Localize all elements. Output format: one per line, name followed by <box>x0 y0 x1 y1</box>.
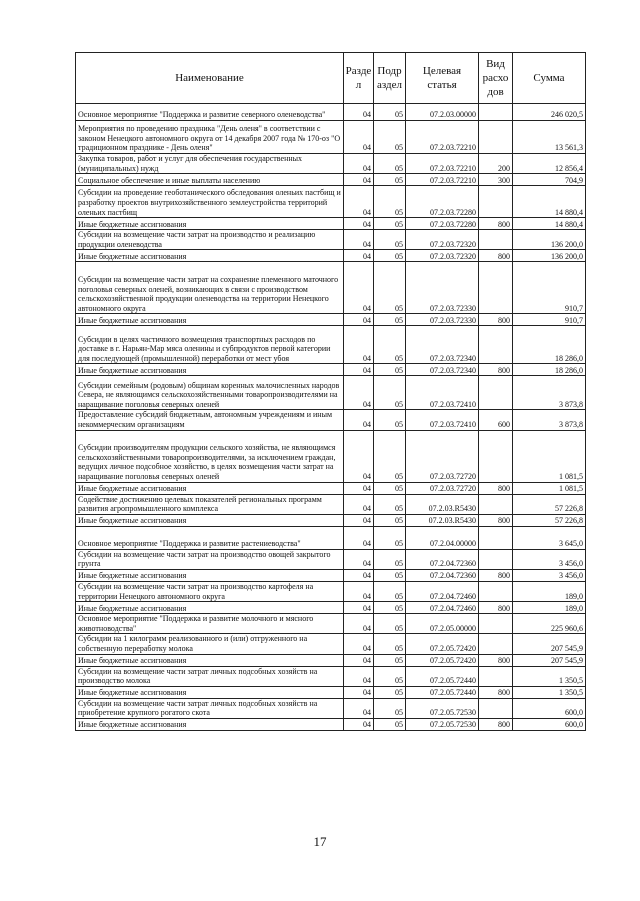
row-vid-cell <box>479 526 513 549</box>
header-vid: Вид расхо дов <box>479 53 513 104</box>
row-target-cell: 07.2.03.72340 <box>406 326 479 364</box>
row-sum-cell: 1 350,5 <box>513 666 586 686</box>
row-sum-cell: 600,0 <box>513 698 586 718</box>
row-name-cell: Иные бюджетные ассигнования <box>76 514 344 526</box>
row-razdel-cell: 04 <box>344 230 374 250</box>
row-target-cell: 07.2.04.72360 <box>406 549 479 569</box>
row-name-cell: Субсидии на возмещение части затрат личных подсобных хозяйств на приобретение крупного рогатого скота <box>76 698 344 718</box>
row-target-cell: 07.2.04.72460 <box>406 602 479 614</box>
table-row <box>76 718 586 730</box>
table-body <box>76 104 586 731</box>
table-row <box>76 262 586 314</box>
table-row <box>76 250 586 262</box>
row-target-cell: 07.2.03.72210 <box>406 154 479 174</box>
page-number: 17 <box>313 834 327 849</box>
row-vid-cell: 800 <box>479 514 513 526</box>
row-podrazdel-cell: 05 <box>374 654 406 666</box>
row-name-cell: Иные бюджетные ассигнования <box>76 364 344 376</box>
row-target-cell: 07.2.03.72210 <box>406 174 479 186</box>
row-podrazdel-cell: 05 <box>374 410 406 430</box>
row-podrazdel-cell: 05 <box>374 154 406 174</box>
row-vid-cell <box>479 186 513 218</box>
table-row <box>76 666 586 686</box>
row-vid-cell: 800 <box>479 250 513 262</box>
row-razdel-cell: 04 <box>344 602 374 614</box>
row-vid-cell <box>479 634 513 654</box>
row-razdel-cell: 04 <box>344 581 374 601</box>
row-razdel-cell: 04 <box>344 494 374 514</box>
row-sum-cell: 3 456,0 <box>513 549 586 569</box>
row-podrazdel-cell: 05 <box>374 686 406 698</box>
row-podrazdel-cell: 05 <box>374 104 406 121</box>
header-podrazdel: Подр аздел <box>374 53 406 104</box>
row-sum-cell: 600,0 <box>513 718 586 730</box>
table-row <box>76 514 586 526</box>
row-vid-cell: 800 <box>479 314 513 326</box>
row-podrazdel-cell: 05 <box>374 230 406 250</box>
row-vid-cell <box>479 104 513 121</box>
row-sum-cell: 12 856,4 <box>513 154 586 174</box>
row-sum-cell: 189,0 <box>513 581 586 601</box>
row-sum-cell: 1 350,5 <box>513 686 586 698</box>
row-sum-cell: 136 200,0 <box>513 230 586 250</box>
row-vid-cell: 800 <box>479 602 513 614</box>
row-vid-cell: 800 <box>479 569 513 581</box>
row-vid-cell: 800 <box>479 364 513 376</box>
row-target-cell: 07.2.03.72280 <box>406 218 479 230</box>
row-podrazdel-cell: 05 <box>374 514 406 526</box>
row-name-cell: Субсидии на возмещение части затрат на производство и реализацию продукции оленеводства <box>76 230 344 250</box>
table-row <box>76 154 586 174</box>
row-podrazdel-cell: 05 <box>374 121 406 154</box>
row-vid-cell <box>479 666 513 686</box>
table-row <box>76 376 586 410</box>
row-name-cell: Субсидии на 1 килограмм реализованного и (или) отгруженного на собственную переработку молока <box>76 634 344 654</box>
row-sum-cell: 14 880,4 <box>513 186 586 218</box>
row-sum-cell: 246 020,5 <box>513 104 586 121</box>
row-vid-cell: 200 <box>479 154 513 174</box>
row-podrazdel-cell: 05 <box>374 614 406 634</box>
row-sum-cell: 225 960,6 <box>513 614 586 634</box>
row-razdel-cell: 04 <box>344 718 374 730</box>
row-sum-cell: 704,9 <box>513 174 586 186</box>
table-row <box>76 326 586 364</box>
row-podrazdel-cell: 05 <box>374 250 406 262</box>
row-name-cell: Содействие достижению целевых показателей региональных программ развития агропромышленного комплекса <box>76 494 344 514</box>
row-target-cell: 07.2.03.00000 <box>406 104 479 121</box>
row-sum-cell: 207 545,9 <box>513 634 586 654</box>
row-vid-cell <box>479 326 513 364</box>
row-target-cell: 07.2.03.72720 <box>406 430 479 482</box>
table-row <box>76 494 586 514</box>
row-target-cell: 07.2.03.72210 <box>406 121 479 154</box>
table-row <box>76 430 586 482</box>
row-razdel-cell: 04 <box>344 549 374 569</box>
row-name-cell: Основное мероприятие "Поддержка и развитие растениеводства" <box>76 526 344 549</box>
row-podrazdel-cell: 05 <box>374 666 406 686</box>
table-row <box>76 121 586 154</box>
row-razdel-cell: 04 <box>344 218 374 230</box>
row-razdel-cell: 04 <box>344 364 374 376</box>
row-razdel-cell: 04 <box>344 250 374 262</box>
row-sum-cell: 189,0 <box>513 602 586 614</box>
row-name-cell: Предоставление субсидий бюджетным, автономным учреждениям и иным некоммерческим организациям <box>76 410 344 430</box>
row-sum-cell: 3 873,8 <box>513 376 586 410</box>
row-podrazdel-cell: 05 <box>374 218 406 230</box>
row-vid-cell <box>479 230 513 250</box>
row-name-cell: Основное мероприятие "Поддержка и развитие северного оленеводства" <box>76 104 344 121</box>
row-vid-cell: 800 <box>479 654 513 666</box>
budget-table <box>75 52 586 731</box>
row-target-cell: 07.2.03.R5430 <box>406 494 479 514</box>
table-row <box>76 410 586 430</box>
table-row <box>76 654 586 666</box>
row-name-cell: Субсидии на возмещение части затрат на производство овощей закрытого грунта <box>76 549 344 569</box>
header-razdel: Разде л <box>344 53 374 104</box>
row-podrazdel-cell: 05 <box>374 262 406 314</box>
row-target-cell: 07.2.03.72320 <box>406 250 479 262</box>
row-name-cell: Иные бюджетные ассигнования <box>76 314 344 326</box>
row-target-cell: 07.2.04.72360 <box>406 569 479 581</box>
table-row <box>76 602 586 614</box>
row-razdel-cell: 04 <box>344 154 374 174</box>
row-target-cell: 07.2.03.72720 <box>406 482 479 494</box>
row-target-cell: 07.2.05.00000 <box>406 614 479 634</box>
row-razdel-cell: 04 <box>344 104 374 121</box>
table-row <box>76 698 586 718</box>
table-row <box>76 314 586 326</box>
row-sum-cell: 14 880,4 <box>513 218 586 230</box>
row-podrazdel-cell: 05 <box>374 186 406 218</box>
row-target-cell: 07.2.05.72530 <box>406 718 479 730</box>
row-vid-cell: 800 <box>479 686 513 698</box>
row-name-cell: Иные бюджетные ассигнования <box>76 686 344 698</box>
row-name-cell: Иные бюджетные ассигнования <box>76 569 344 581</box>
row-podrazdel-cell: 05 <box>374 569 406 581</box>
row-sum-cell: 3 645,0 <box>513 526 586 549</box>
row-name-cell: Мероприятия по проведению праздника "День оленя" в соответствии с законом Ненецкого автономного округа от 14 декабря 2007 года № 170-оз "О традиционном празднике - День оленя" <box>76 121 344 154</box>
row-target-cell: 07.2.05.72420 <box>406 654 479 666</box>
row-podrazdel-cell: 05 <box>374 364 406 376</box>
row-sum-cell: 18 286,0 <box>513 364 586 376</box>
row-name-cell: Субсидии в целях частичного возмещения транспортных расходов по доставке в г. Нарьян-Мар мяса оленины и субпродуктов первой категории для последующей (промышленной) переработки от мест убоя <box>76 326 344 364</box>
row-vid-cell <box>479 614 513 634</box>
row-name-cell: Иные бюджетные ассигнования <box>76 602 344 614</box>
row-razdel-cell: 04 <box>344 569 374 581</box>
row-razdel-cell: 04 <box>344 698 374 718</box>
row-podrazdel-cell: 05 <box>374 314 406 326</box>
row-target-cell: 07.2.05.72440 <box>406 686 479 698</box>
table-row <box>76 549 586 569</box>
row-vid-cell: 800 <box>479 718 513 730</box>
row-sum-cell: 3 456,0 <box>513 569 586 581</box>
table-row <box>76 364 586 376</box>
table-row <box>76 186 586 218</box>
row-razdel-cell: 04 <box>344 314 374 326</box>
row-vid-cell: 800 <box>479 482 513 494</box>
table-row <box>76 614 586 634</box>
table-header-row <box>76 53 586 104</box>
row-name-cell: Иные бюджетные ассигнования <box>76 218 344 230</box>
row-sum-cell: 57 226,8 <box>513 494 586 514</box>
row-name-cell: Субсидии производителям продукции сельского хозяйства, не являющимся сельскохозяйственными товаропроизводителями, за исключением граждан, ведущих личное подсобное хозяйство, в целях возмещения части затрат на наращивание поголовья северных оленей <box>76 430 344 482</box>
row-target-cell: 07.2.04.00000 <box>406 526 479 549</box>
row-razdel-cell: 04 <box>344 514 374 526</box>
row-name-cell: Иные бюджетные ассигнования <box>76 654 344 666</box>
row-name-cell: Иные бюджетные ассигнования <box>76 718 344 730</box>
row-razdel-cell: 04 <box>344 666 374 686</box>
row-sum-cell: 136 200,0 <box>513 250 586 262</box>
row-sum-cell: 1 081,5 <box>513 430 586 482</box>
row-podrazdel-cell: 05 <box>374 581 406 601</box>
row-name-cell: Субсидии на возмещение части затрат на сохранение племенного маточного поголовья северных оленей, возникающих в связи с производством сельскохозяйственной продукции оленеводства на территории Ненецкого автономного округа <box>76 262 344 314</box>
row-razdel-cell: 04 <box>344 634 374 654</box>
row-name-cell: Иные бюджетные ассигнования <box>76 482 344 494</box>
row-sum-cell: 910,7 <box>513 262 586 314</box>
row-sum-cell: 910,7 <box>513 314 586 326</box>
row-podrazdel-cell: 05 <box>374 634 406 654</box>
row-target-cell: 07.2.03.72320 <box>406 230 479 250</box>
row-name-cell: Социальное обеспечение и иные выплаты населению <box>76 174 344 186</box>
row-target-cell: 07.2.03.72340 <box>406 364 479 376</box>
row-razdel-cell: 04 <box>344 410 374 430</box>
table-row <box>76 581 586 601</box>
row-podrazdel-cell: 05 <box>374 494 406 514</box>
table-row <box>76 174 586 186</box>
table-row <box>76 218 586 230</box>
row-target-cell: 07.2.05.72530 <box>406 698 479 718</box>
row-name-cell: Субсидии на возмещение части затрат личных подсобных хозяйств на производство молока <box>76 666 344 686</box>
row-vid-cell <box>479 581 513 601</box>
table-row <box>76 230 586 250</box>
row-vid-cell <box>479 698 513 718</box>
row-name-cell: Субсидии семейным (родовым) общинам коренных малочисленных народов Севера, не являющимся сельскохозяйственными товаропроизводителями на наращивание поголовья северных оленей <box>76 376 344 410</box>
table-row <box>76 569 586 581</box>
row-razdel-cell: 04 <box>344 526 374 549</box>
table-row <box>76 634 586 654</box>
row-razdel-cell: 04 <box>344 326 374 364</box>
table-row <box>76 104 586 121</box>
row-podrazdel-cell: 05 <box>374 549 406 569</box>
row-razdel-cell: 04 <box>344 686 374 698</box>
row-sum-cell: 18 286,0 <box>513 326 586 364</box>
row-podrazdel-cell: 05 <box>374 174 406 186</box>
row-vid-cell <box>479 549 513 569</box>
row-podrazdel-cell: 05 <box>374 602 406 614</box>
table-row <box>76 526 586 549</box>
row-sum-cell: 3 873,8 <box>513 410 586 430</box>
row-target-cell: 07.2.03.R5430 <box>406 514 479 526</box>
row-target-cell: 07.2.05.72440 <box>406 666 479 686</box>
row-razdel-cell: 04 <box>344 121 374 154</box>
row-vid-cell: 800 <box>479 218 513 230</box>
row-target-cell: 07.2.04.72460 <box>406 581 479 601</box>
row-sum-cell: 57 226,8 <box>513 514 586 526</box>
row-target-cell: 07.2.03.72410 <box>406 410 479 430</box>
row-sum-cell: 1 081,5 <box>513 482 586 494</box>
header-target: Целевая статья <box>406 53 479 104</box>
row-razdel-cell: 04 <box>344 614 374 634</box>
row-razdel-cell: 04 <box>344 376 374 410</box>
row-podrazdel-cell: 05 <box>374 326 406 364</box>
row-name-cell: Субсидии на возмещение части затрат на производство картофеля на территории Ненецкого автономного округа <box>76 581 344 601</box>
row-target-cell: 07.2.05.72420 <box>406 634 479 654</box>
row-vid-cell <box>479 376 513 410</box>
row-sum-cell: 207 545,9 <box>513 654 586 666</box>
row-vid-cell: 300 <box>479 174 513 186</box>
row-razdel-cell: 04 <box>344 430 374 482</box>
row-vid-cell: 600 <box>479 410 513 430</box>
row-podrazdel-cell: 05 <box>374 718 406 730</box>
table-row <box>76 686 586 698</box>
row-razdel-cell: 04 <box>344 262 374 314</box>
row-name-cell: Субсидии на проведение геоботанического обследования оленьих пастбищ и разработку проектов внутрихозяйственного землеустройства территорий оленьих пастбищ <box>76 186 344 218</box>
row-podrazdel-cell: 05 <box>374 430 406 482</box>
row-podrazdel-cell: 05 <box>374 482 406 494</box>
header-name: Наименование <box>76 53 344 104</box>
header-sum: Сумма <box>513 53 586 104</box>
row-vid-cell <box>479 121 513 154</box>
row-target-cell: 07.2.03.72280 <box>406 186 479 218</box>
row-target-cell: 07.2.03.72330 <box>406 262 479 314</box>
row-vid-cell <box>479 494 513 514</box>
row-podrazdel-cell: 05 <box>374 698 406 718</box>
row-razdel-cell: 04 <box>344 482 374 494</box>
row-razdel-cell: 04 <box>344 186 374 218</box>
row-podrazdel-cell: 05 <box>374 526 406 549</box>
table-row <box>76 482 586 494</box>
row-razdel-cell: 04 <box>344 174 374 186</box>
row-name-cell: Иные бюджетные ассигнования <box>76 250 344 262</box>
row-name-cell: Основное мероприятие "Поддержка и развитие молочного и мясного животноводства" <box>76 614 344 634</box>
row-target-cell: 07.2.03.72330 <box>406 314 479 326</box>
row-name-cell: Закупка товаров, работ и услуг для обеспечения государственных (муниципальных) нужд <box>76 154 344 174</box>
row-sum-cell: 13 561,3 <box>513 121 586 154</box>
row-vid-cell <box>479 262 513 314</box>
row-razdel-cell: 04 <box>344 654 374 666</box>
row-podrazdel-cell: 05 <box>374 376 406 410</box>
row-target-cell: 07.2.03.72410 <box>406 376 479 410</box>
row-vid-cell <box>479 430 513 482</box>
